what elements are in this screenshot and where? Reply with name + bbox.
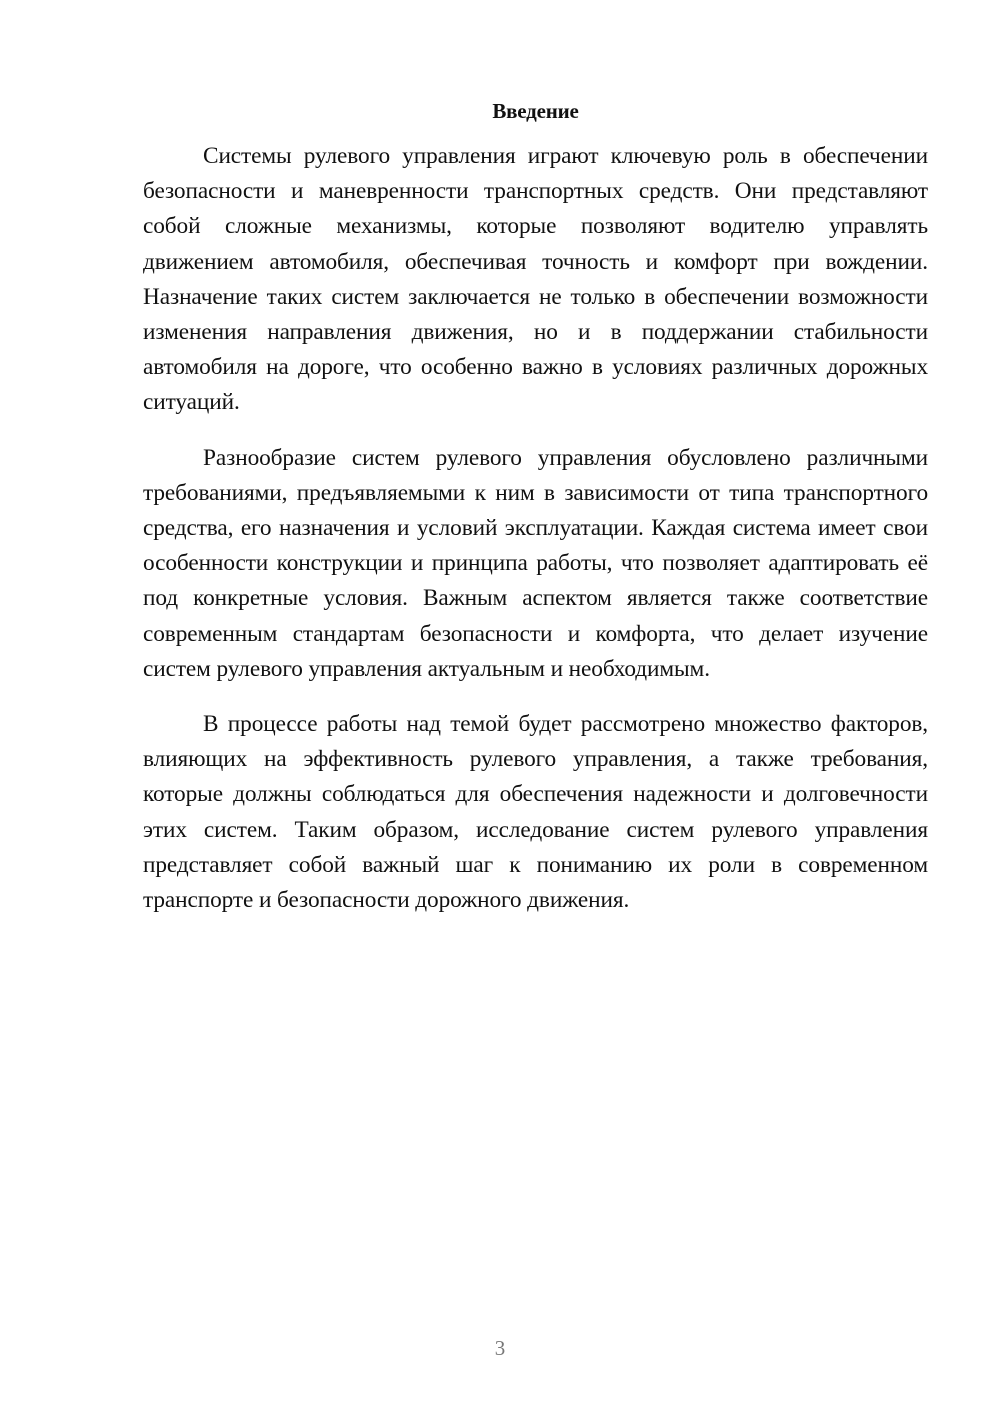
intro-paragraph-3: В процессе работы над темой будет рассмотрено множество факторов, влияющих на эффективность рулевого управления, а также требования, которые должны соблюдаться для обеспечения надежности и долговечности этих систем. Таким образом, исследование систем рулевого управления представляет собой важный шаг к пониманию их роли в современном транспорте и безопасности дорожного движения.: [143, 711, 928, 914]
page-content: [143, 96, 928, 918]
intro-paragraph-2: Разнообразие систем рулевого управления обусловлено различными требованиями, предъявляемыми к ним в зависимости от типа транспортного средства, его назначения и условий эксплуатации. Каждая система имеет свои особенности конструкции и принципа работы, что позволяет адаптировать её под конкретные условия. Важным аспектом является также соответствие современным стандартам безопасности и комфорта, что делает изучение систем рулевого управления актуальным и необходимым.: [143, 444, 928, 682]
page-number: 3: [494, 1336, 506, 1360]
intro-paragraph-1: Системы рулевого управления играют ключевую роль в обеспечении безопасности и маневренности транспортных средств. Они представляют собой сложные механизмы, которые позволяют водителю управлять движением автомобиля, обеспечивая точность и комфорт при вождении. Назначение таких систем заключается не только в обеспечении возможности изменения направления движения, но и в поддержании стабильности автомобиля на дороге, что особенно важно в условиях различных дорожных ситуаций.: [143, 143, 928, 416]
section-title: Введение: [492, 99, 579, 123]
